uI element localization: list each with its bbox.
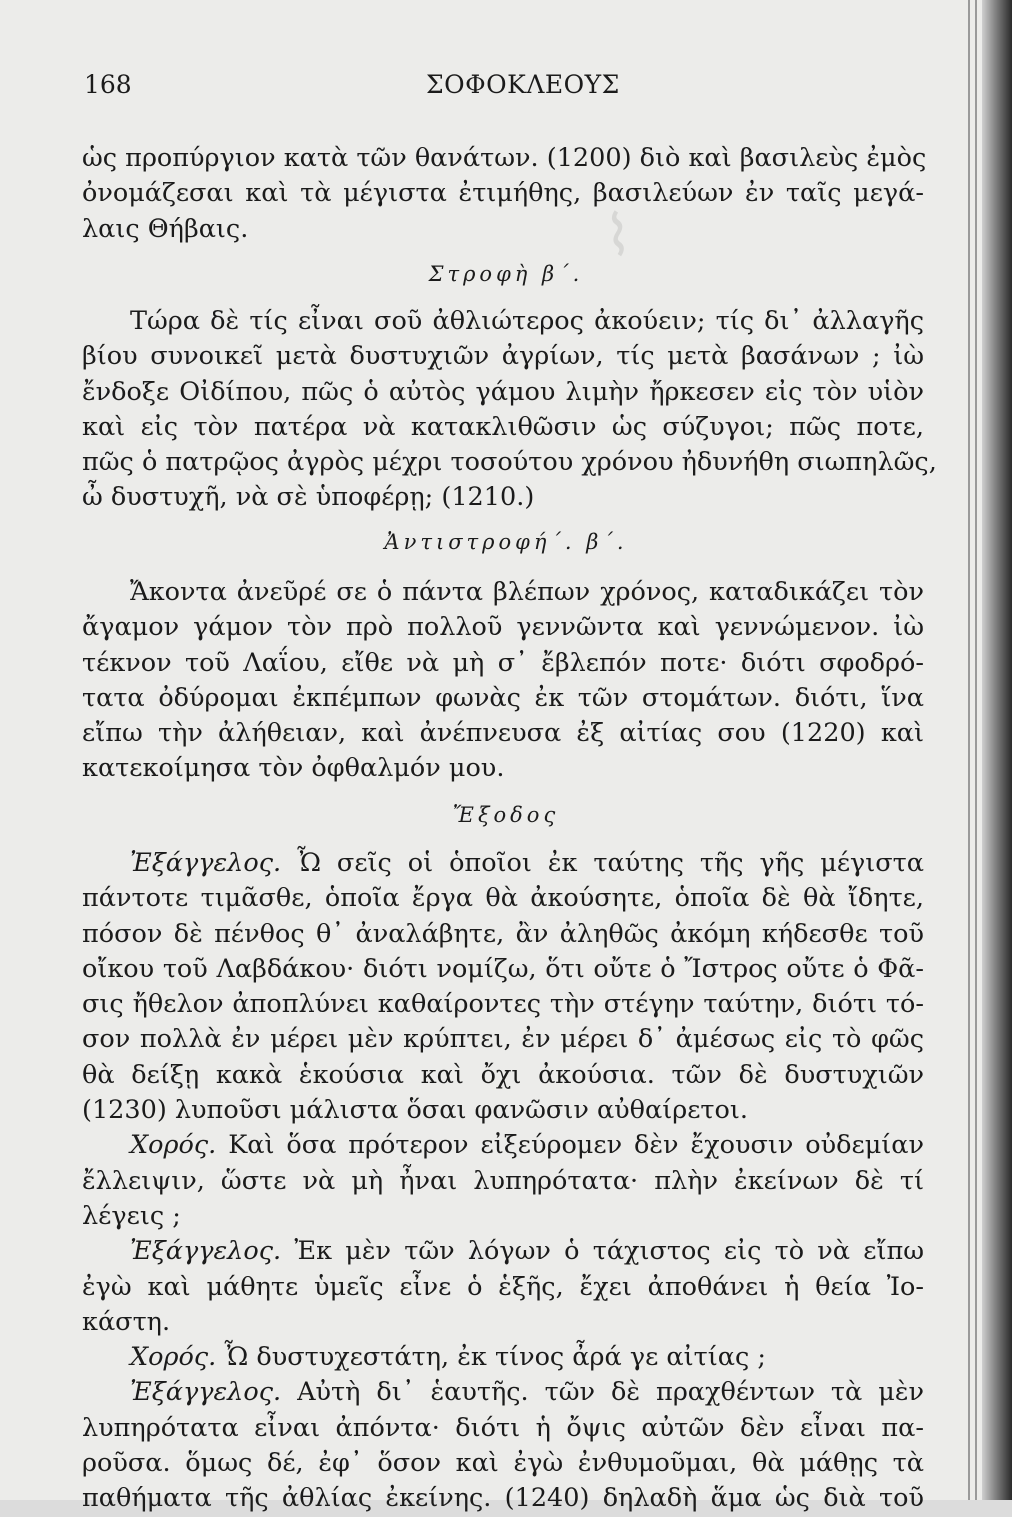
text-line: ροῦσα. ὅμως δέ, ἐφ᾿ ὅσον καὶ ἐγὼ ἐνθυμοῦμαι, θὰ μάθῃς τὰ xyxy=(82,1448,924,1479)
speaker-label: Χορός. xyxy=(130,1130,217,1161)
speaker-label: Ἐξάγγελος. xyxy=(130,848,282,878)
text-line: θὰ δείξῃ κακὰ ἑκούσια καὶ ὄχι ἀκούσια. τῶν δὲ δυστυχιῶν xyxy=(82,1059,924,1090)
text-line: σις ἤθελον ἀποπλύνει καθαίροντες τὴν στέγην ταύτην, διότι τό- xyxy=(82,989,924,1020)
speech-first-line: Χορός. Ὦ δυστυχεστάτη, ἐκ τίνος ἆρά γε αἰτίας ; xyxy=(130,1342,766,1373)
text-line: Ἄκοντα ἀνεῦρέ σε ὁ πάντα βλέπων χρόνος, καταδικάζει τὸν xyxy=(130,577,924,607)
scan-binding-edge xyxy=(982,0,1012,1500)
speaker-label: Ἐξάγγελος. xyxy=(130,1236,282,1267)
exodos-dialogue xyxy=(82,846,924,1517)
running-title: ΣΟΦΟΚΛΕΟΥΣ xyxy=(426,70,620,99)
antistrophe-paragraph xyxy=(82,575,924,787)
text-line: τατα ὀδύρομαι ἐκπέμπων φωνὰς ἐκ τῶν στομάτων. διότι, ἵνα xyxy=(82,682,924,713)
text-line: ἄγαμον γάμον τὸν πρὸ πολλοῦ γεννῶντα καὶ γεννώμενον. ἰὼ xyxy=(82,612,924,643)
section-heading-strophe: Στροφὴ β΄. xyxy=(428,262,584,286)
text-line: κάστη. xyxy=(82,1306,171,1337)
strophe-paragraph xyxy=(82,304,937,516)
text-line: βίου συνοικεῖ μετὰ δυστυχιῶν ἀγρίων, τίς μετὰ βασάνων ; ἰὼ xyxy=(82,341,924,372)
speaker-label: Ἐξάγγελος. xyxy=(130,1377,282,1408)
text-line: λυπηρότατα εἶναι ἀπόντα· διότι ἡ ὄψις αὐτῶν δὲν εἶναι πα- xyxy=(82,1412,924,1443)
section-heading-antistrophe: Ἀντιστροφή΄. β΄. xyxy=(384,530,628,554)
text-line: ἐγὼ καὶ μάθητε ὑμεῖς εἶνε ὁ ἑξῆς, ἔχει ἀποθάνει ἡ θεία Ἰο- xyxy=(82,1271,924,1302)
text-line: ἔνδοξε Οἰδίπου, πῶς ὁ αὐτὸς γάμου λιμὴν ἤρκεσεν εἰς τὸν υἱὸν xyxy=(82,376,924,407)
scan-edge-line xyxy=(968,0,970,1500)
text-line: Τώρα δὲ τίς εἶναι σοῦ ἀθλιώτερος ἀκούειν; τίς δι᾿ ἀλλαγῆς xyxy=(130,306,924,336)
text-line: καὶ εἰς τὸν πατέρα νὰ κατακλιθῶσιν ὡς σύζυγοι; πῶς ποτε, xyxy=(82,411,924,442)
scan-edge-line xyxy=(975,0,977,1500)
speech-first-line: Ἐξάγγελος. Αὐτὴ δι᾿ ἑαυτῆς. τῶν δὲ πραχθέντων τὰ μὲν xyxy=(130,1377,925,1408)
text-line: ὦ δυστυχῆ, νὰ σὲ ὑποφέρῃ; (1210.) xyxy=(82,482,535,513)
bleed-through-mark: ⌇ xyxy=(590,202,637,273)
text-line: εἴπω τὴν ἀλήθειαν, καὶ ἀνέπνευσα ἐξ αἰτίας σου (1220) καὶ xyxy=(82,718,924,749)
text-line: ὡς προπύργιον κατὰ τῶν θανάτων. (1200) διὸ καὶ βασιλεὺς ἐμὸς xyxy=(82,143,927,173)
text-line: πάντοτε τιμᾶσθε, ὁποῖα ἔργα θὰ ἀκούσητε, ὁποῖα δὲ θὰ ἴδητε, xyxy=(82,883,924,914)
speech-first-line: Χορός. Καὶ ὅσα πρότερον εἰξεύρομεν δὲν ἔχουσιν οὐδεμίαν xyxy=(130,1130,925,1161)
speaker-label: Χορός. xyxy=(130,1342,217,1373)
speech-first-line: Ἐξάγγελος. Ὦ σεῖς οἱ ὁποῖοι ἐκ ταύτης τῆς γῆς μέγιστα xyxy=(130,848,925,878)
text-line: λέγεις ; xyxy=(82,1200,181,1231)
text-line: (1230) λυποῦσι μάλιστα ὅσαι φανῶσιν αὐθαίρετοι. xyxy=(82,1095,749,1126)
text-line: πῶς ὁ πατρῷος ἀγρὸς μέχρι τοσούτου χρόνου ἠδυνήθη σιωπηλῶς, xyxy=(82,447,937,478)
text-line: οἴκου τοῦ Λαβδάκου· διότι νομίζω, ὅτι οὔτε ὁ Ἴστρος οὔτε ὁ Φᾶ- xyxy=(82,953,924,984)
section-heading-exodos: Ἔξοδος xyxy=(452,803,560,827)
text-line: σον πολλὰ ἐν μέρει μὲν κρύπτει, ἐν μέρει δ᾿ ἀμέσως εἰς τὸ φῶς xyxy=(82,1024,924,1055)
text-line: κατεκοίμησα τὸν ὀφθαλμόν μου. xyxy=(82,753,505,784)
page-number: 168 xyxy=(84,70,132,99)
text-line: πόσον δὲ πένθος θ᾿ ἀναλάβητε, ἂν ἀληθῶς ἀκόμη κήδεσθε τοῦ xyxy=(82,918,924,949)
text-line: ὀνομάζεσαι καὶ τὰ μέγιστα ἐτιμήθης, βασιλεύων ἐν ταῖς μεγά- xyxy=(82,178,924,209)
speech-first-line: Ἐξάγγελος. Ἐκ μὲν τῶν λόγων ὁ τάχιστος εἰς τὸ νὰ εἴπω xyxy=(130,1236,925,1267)
text-line: τέκνον τοῦ Λαΐου, εἴθε νὰ μὴ σ᾿ ἔβλεπόν ποτε· διότι σφοδρό- xyxy=(82,647,924,678)
text-line: λαις Θήβαις. xyxy=(82,213,249,244)
text-line: παθήματα τῆς ἀθλίας ἐκείνης. (1240) δηλαδὴ ἅμα ὡς διὰ τοῦ xyxy=(82,1483,924,1514)
intro-paragraph xyxy=(82,141,927,247)
text-line: ἔλλειψιν, ὥστε νὰ μὴ ἦναι λυπηρότατα· πλὴν ἐκείνων δὲ τί xyxy=(82,1165,924,1196)
